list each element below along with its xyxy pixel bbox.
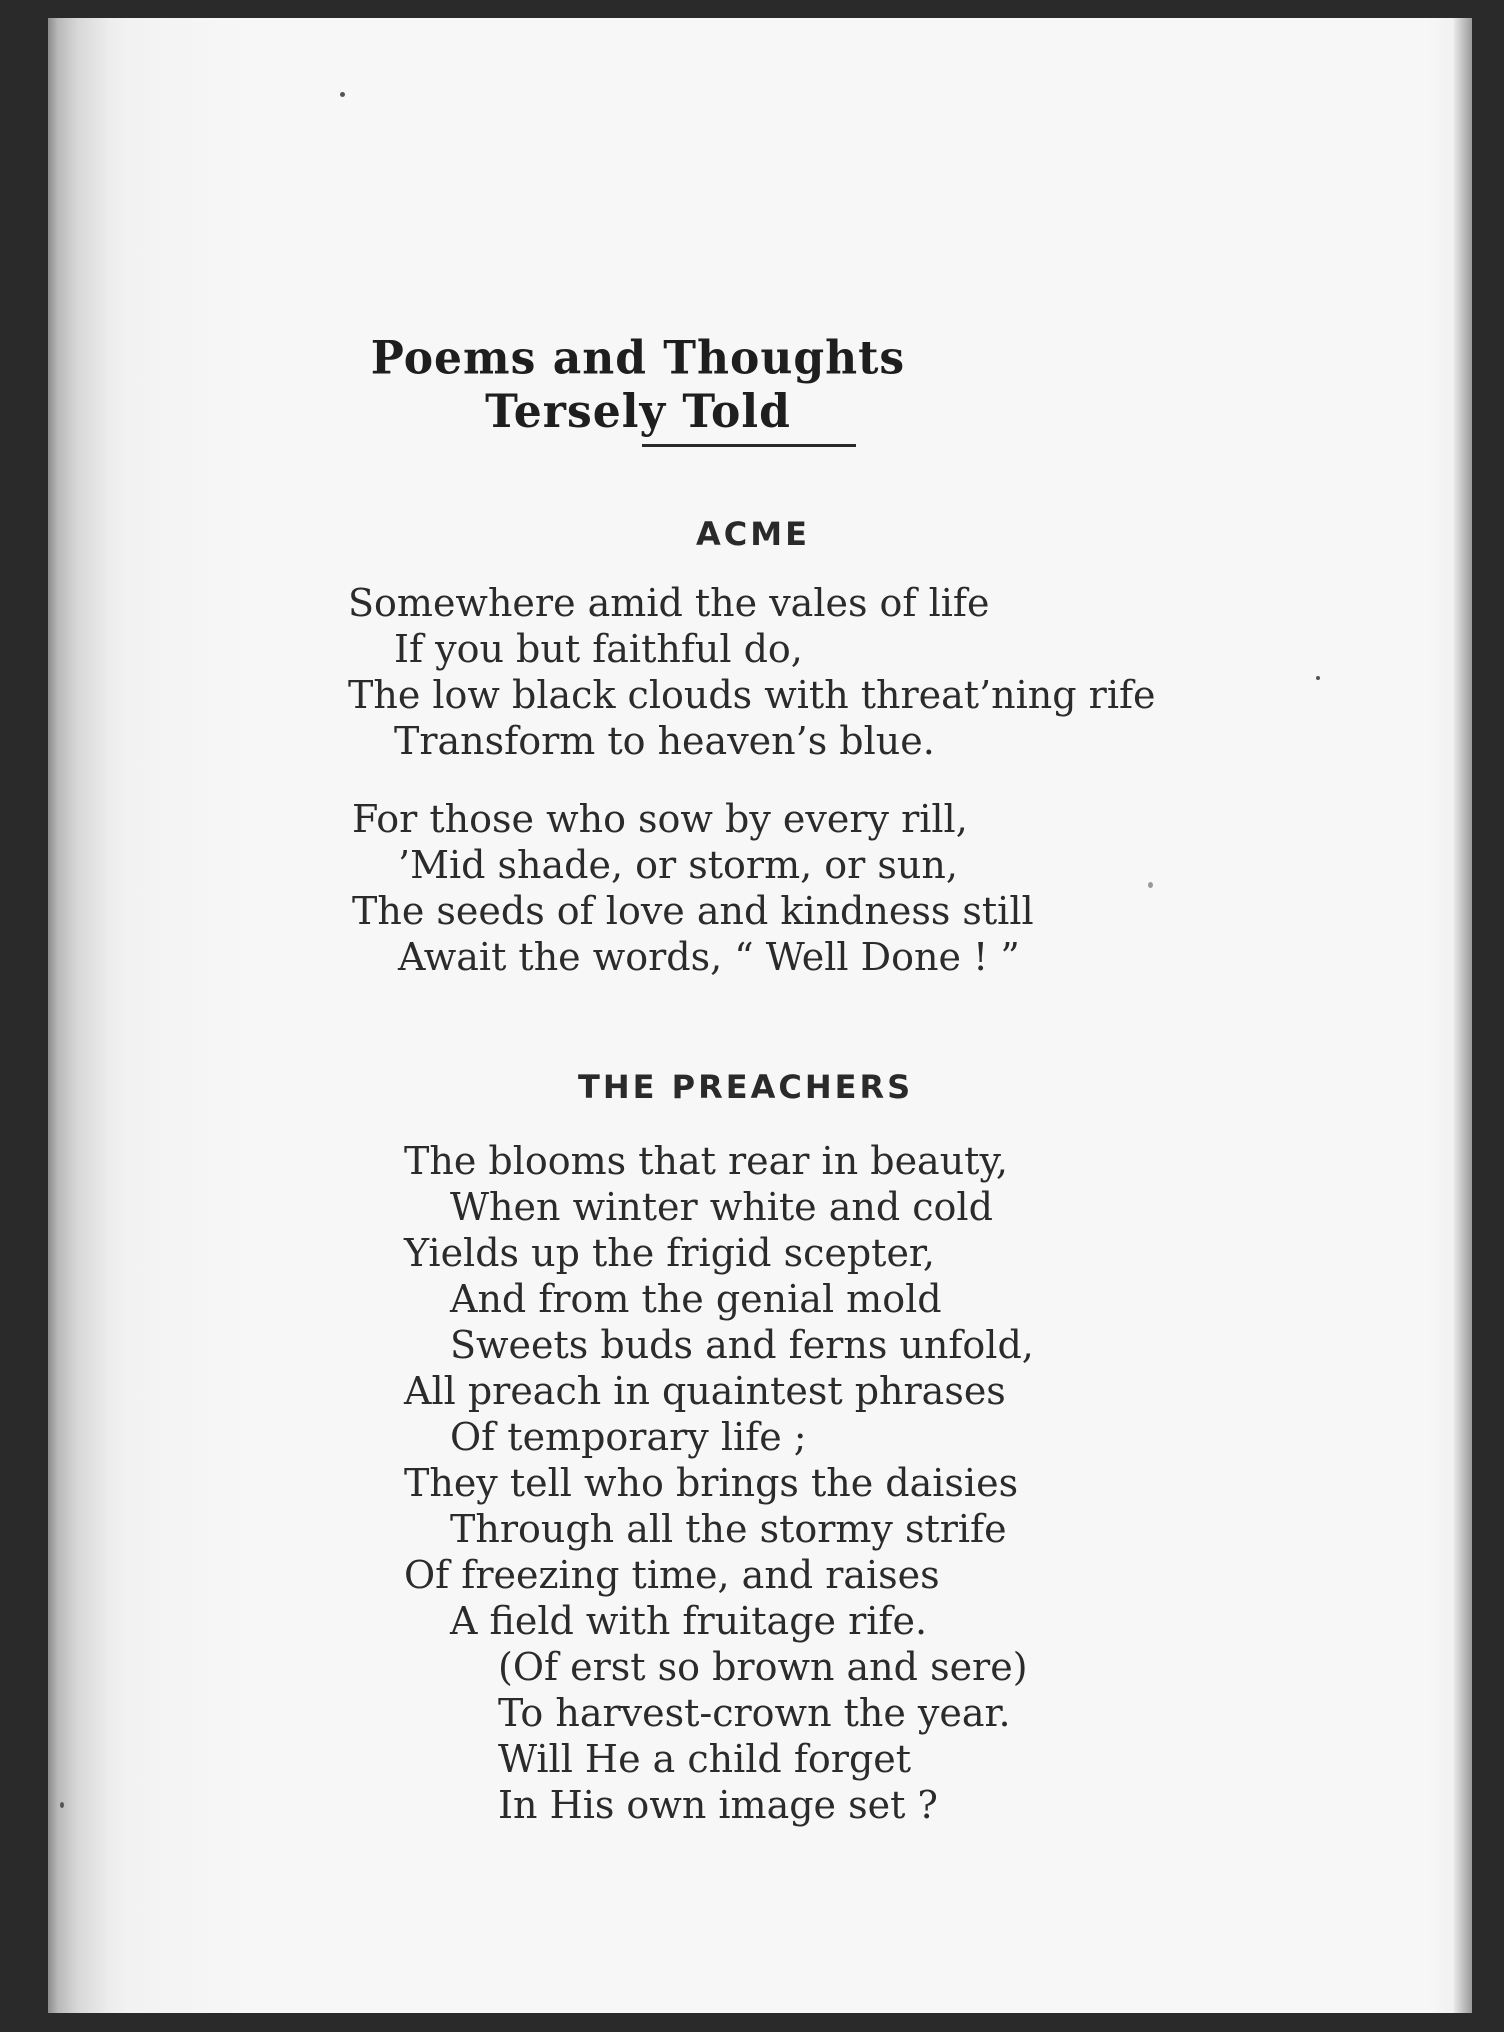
poem-line: The blooms that rear in beauty, (404, 1139, 1008, 1183)
poem-line: For those who sow by every rill, (352, 797, 968, 841)
acme-stanza-1 (348, 580, 1156, 764)
paper-speck (60, 1802, 64, 1808)
poem-line: The low black clouds with threat’ning rife (348, 673, 1156, 717)
paper-speck (1316, 676, 1320, 680)
page-content (48, 18, 1472, 2013)
paper-speck (340, 92, 345, 97)
acme-stanza-2 (352, 796, 1034, 980)
poem-line: In His own image set ? (498, 1783, 938, 1827)
poem-line: And from the genial mold (450, 1277, 942, 1321)
poem-line: All preach in quaintest phrases (404, 1369, 1006, 1413)
poem-line: ’Mid shade, or storm, or sun, (398, 843, 958, 887)
poem-line: When winter white and cold (450, 1185, 993, 1229)
poem-line: Sweets buds and ferns unfold, (450, 1323, 1034, 1367)
poem-line: Of freezing time, and raises (404, 1553, 940, 1597)
poem-line: Through all the stormy strife (450, 1507, 1007, 1551)
title-divider (642, 444, 856, 447)
poem-line: If you but faithful do, (394, 627, 803, 671)
poem-line: Transform to heaven’s blue. (394, 719, 935, 763)
poem-line: Will He a child forget (498, 1737, 912, 1781)
poem-title-acme: ACME (696, 515, 810, 553)
poem-line: They tell who brings the daisies (404, 1461, 1019, 1505)
preachers-stanza (404, 1138, 1034, 1828)
poem-line: To harvest-crown the year. (498, 1691, 1011, 1735)
poem-line: Somewhere amid the vales of life (348, 581, 990, 625)
poem-title-the-preachers: THE PREACHERS (578, 1068, 914, 1106)
poem-line: The seeds of love and kindness still (352, 889, 1034, 933)
poem-line: Of temporary life ; (450, 1415, 807, 1459)
poem-line: Await the words, “ Well Done ! ” (398, 935, 1020, 979)
poem-line: (Of erst so brown and sere) (498, 1645, 1028, 1689)
poem-line: A field with fruitage rife. (450, 1599, 928, 1643)
paper-speck (1148, 882, 1153, 888)
book-page (48, 18, 1472, 2013)
book-title: Poems and Thoughts Tersely Told (370, 331, 906, 439)
poem-line: Yields up the frigid scepter, (404, 1231, 935, 1275)
